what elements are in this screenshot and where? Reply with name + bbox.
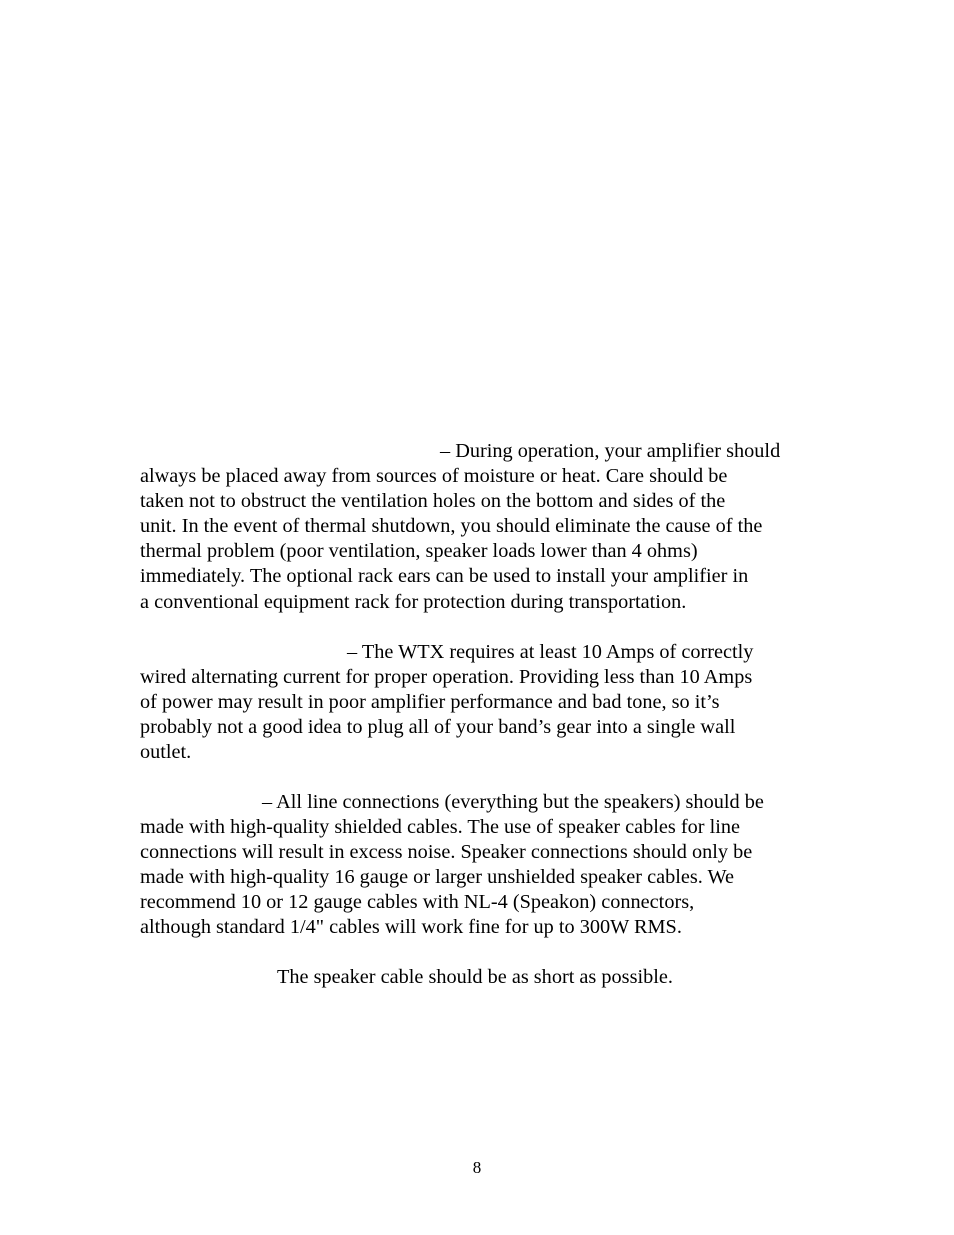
- ventilation-line: immediately. The optional rack ears can be used to install your amplifier in: [140, 565, 749, 588]
- power-line: – The WTX requires at least 10 Amps of correctly: [347, 641, 754, 663]
- ventilation-paragraph: [140, 439, 820, 615]
- cables-line: recommend 10 or 12 gauge cables with NL-4 (Speakon) connectors,: [140, 891, 695, 914]
- ventilation-line: thermal problem (poor ventilation, speaker loads lower than 4 ohms): [140, 540, 698, 563]
- cables-paragraph: [140, 790, 820, 941]
- page-number: 8: [472, 1158, 482, 1177]
- cables-line: connections will result in excess noise. Speaker connections should only be: [140, 841, 753, 864]
- power-line: probably not a good idea to plug all of your band’s gear into a single wall: [140, 716, 736, 739]
- cables-line: made with high-quality shielded cables. The use of speaker cables for line: [140, 816, 740, 839]
- power-line: outlet.: [140, 741, 192, 764]
- speaker-cable-note: The speaker cable should be as short as possible.: [277, 966, 673, 988]
- ventilation-line: unit. In the event of thermal shutdown, you should eliminate the cause of the: [140, 515, 763, 538]
- power-line: of power may result in poor amplifier performance and bad tone, so it’s: [140, 691, 720, 714]
- cables-line: made with high-quality 16 gauge or larger unshielded speaker cables. We: [140, 866, 735, 889]
- power-paragraph: [140, 640, 820, 765]
- ventilation-line: – During operation, your amplifier should: [440, 440, 781, 462]
- ventilation-line: taken not to obstruct the ventilation holes on the bottom and sides of the: [140, 490, 726, 513]
- cables-line: although standard 1/4" cables will work fine for up to 300W RMS.: [140, 916, 682, 939]
- cables-line: – All line connections (everything but the speakers) should be: [262, 791, 764, 813]
- power-line: wired alternating current for proper operation. Providing less than 10 Amps: [140, 666, 753, 689]
- ventilation-line: a conventional equipment rack for protection during transportation.: [140, 590, 687, 613]
- ventilation-line: always be placed away from sources of moisture or heat. Care should be: [140, 465, 728, 488]
